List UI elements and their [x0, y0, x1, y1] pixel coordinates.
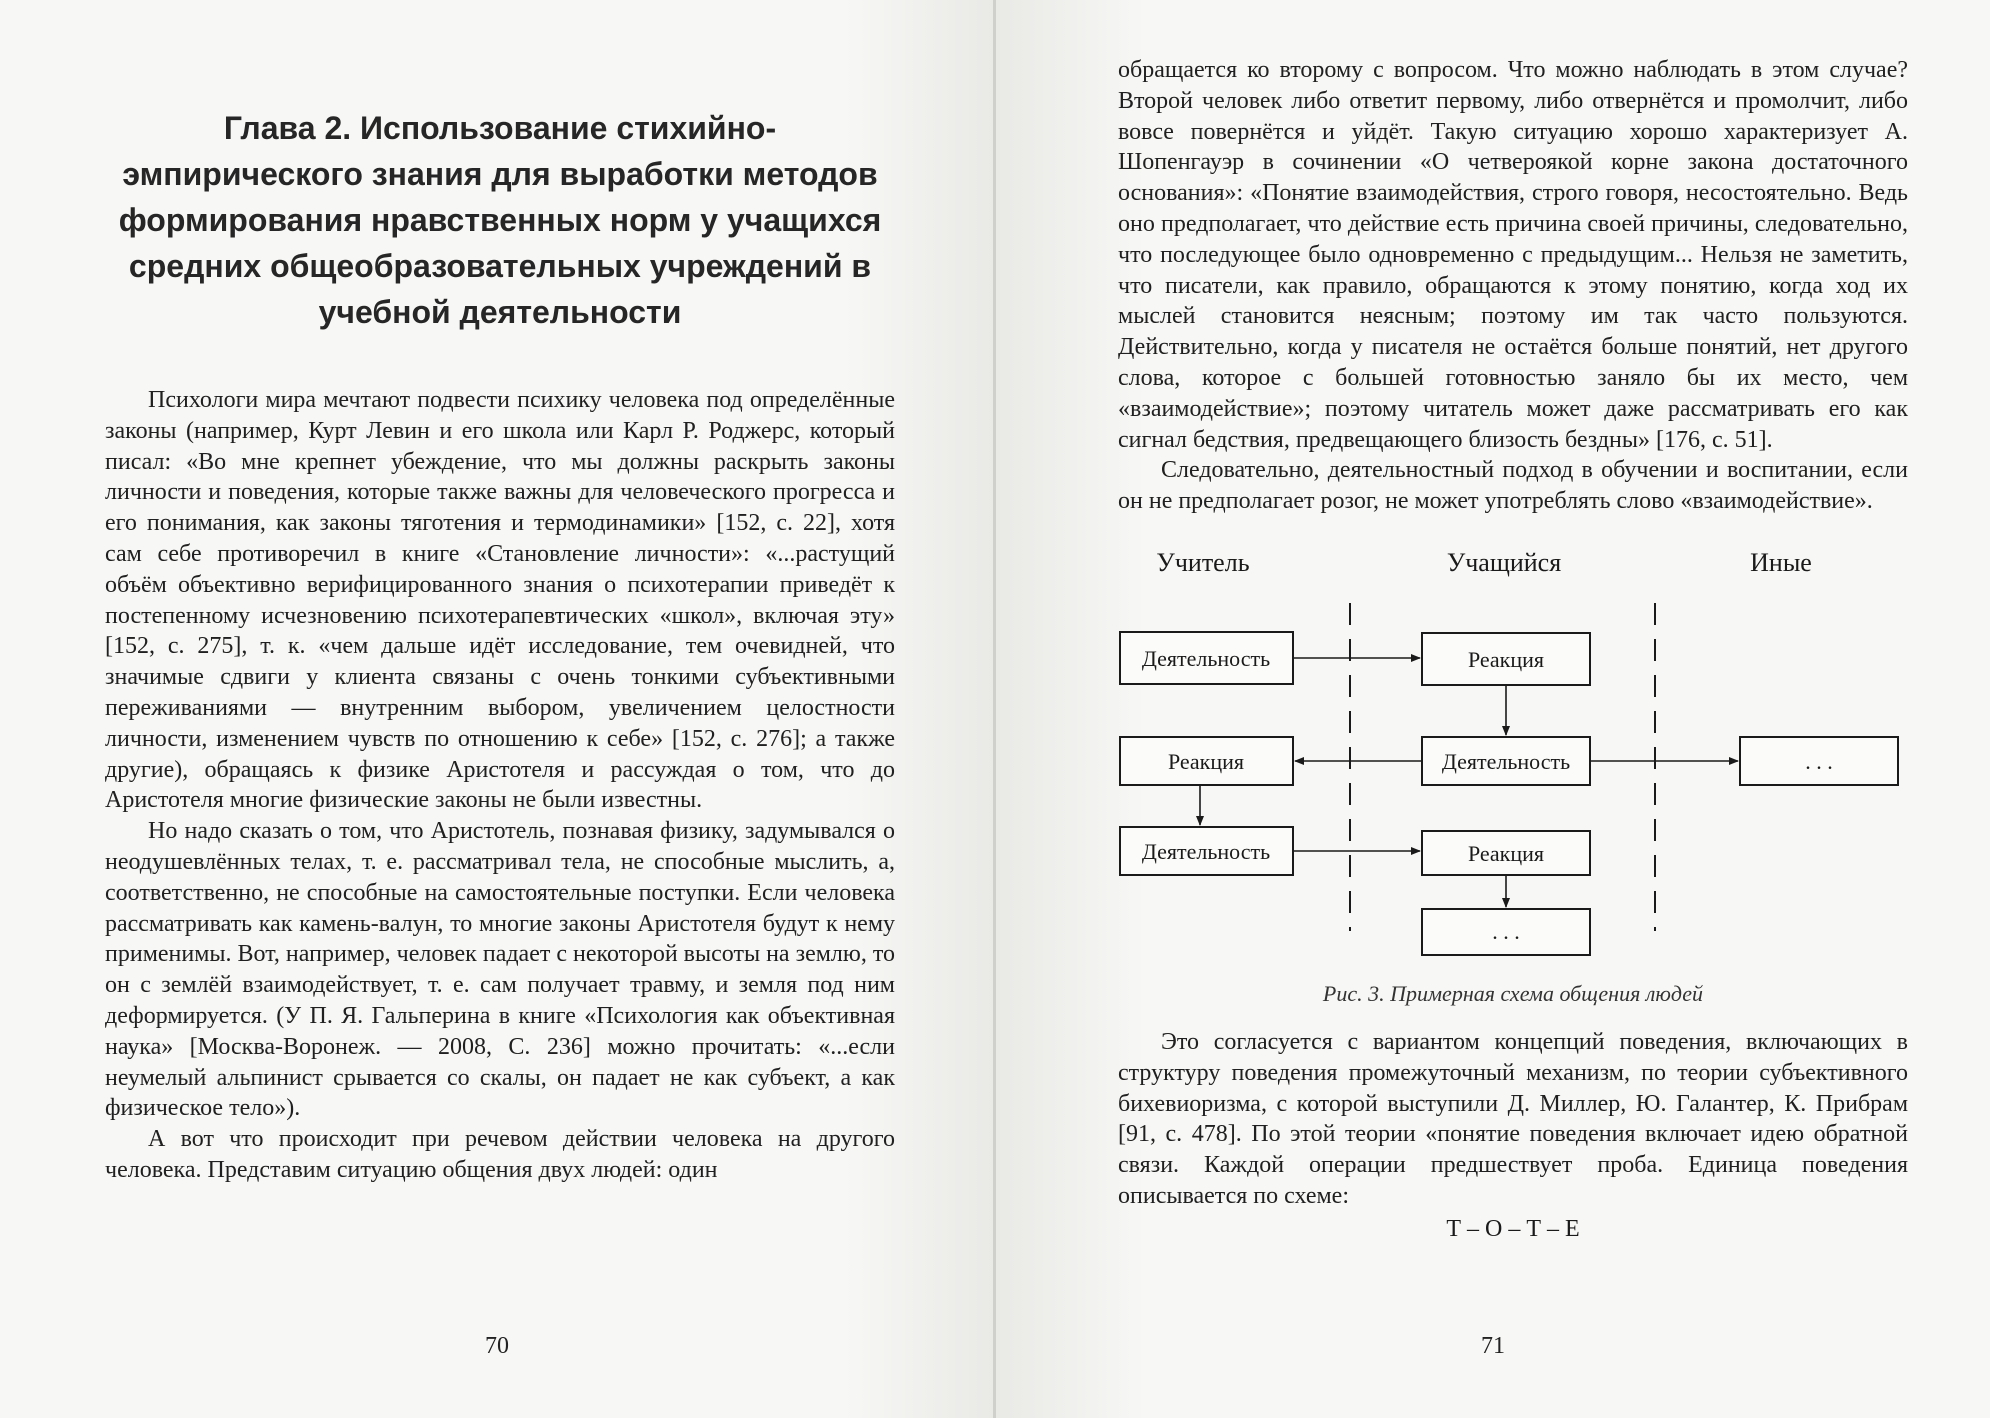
- right-page: [996, 0, 1990, 1418]
- paragraph: Это согласуется с вариантом концепций поведения, включающих в структуру поведения промежуточный механизм, по теории субъективного бихевиоризма, с которой выступили Д. Миллер, Ю. Галантер, К. Прибрам [91, с. 478]. По этой теории «понятие поведения включает идею обратной связи. Каждой операции предшествует проба. Единица поведения описывается по схеме:: [1118, 1028, 1908, 1209]
- page-number: 70: [485, 1333, 509, 1359]
- box-label: Реакция: [1467, 646, 1545, 672]
- box-label: Деятельность: [1141, 838, 1271, 864]
- paragraph: Но надо сказать о том, что Аристотель, познавая физику, задумывался о неодушевлённых телах, т. е. рассматривал тела, не способные мыслить, а, соответственно, не способные на самостоятельные поступки. Если человека рассматривать как камень-валун, то многие законы Аристотеля будут к нему применимы. Вот, например, человек падает с некоторой высоты на землю, то он с землёй взаимодействует, т. е. сам получает травму, и земля под ним деформируется. (У П. Я. Гальперина в книге «Психология как объективная наука» [Москва-Воронеж. — 2008, С. 236] можно прочитать: «...если неумелый альпинист срывается со скалы, он падает не как субъект, а как физическое тело»).: [105, 818, 895, 1122]
- right-page-content: [1118, 55, 1908, 1245]
- left-page: [0, 0, 994, 1418]
- box-label: Деятельность: [1441, 748, 1571, 774]
- box-label: . . .: [1492, 918, 1520, 944]
- column-header-student: Учащийся: [1446, 547, 1562, 577]
- page-number: 71: [1481, 1333, 1505, 1359]
- box-label: Реакция: [1467, 840, 1545, 866]
- paragraph: Психологи мира мечтают подвести психику человека под определённые законы (например, Курт Левин и его школа или Карл Р. Роджерс, который писал: «Во мне крепнет убеждение, что мы должны раскрыть законы личности и поведения, которые также важны для человеческого прогресса и его понимания, как законы тяготения и термодинамики» [152, с. 22], хотя сам себе противоречил в книге «Становление личности»: «...растущий объём объективно верифицированного знания о психотерапии приведёт к постепенному исчезновению психотерапевтических «школ», включая эту» [152, с. 275], т. к. «чем дальше идёт исследование, тем очевидней, что значимые сдвиги у клиента связаны с очень тонкими субъективными переживаниями — внутренним выбором, увеличением целостности личности, изменением чувств по отношению к себе» [152, с. 276]; а также другие), обращаясь к физике Аристотеля и рассуждая о том, что до Аристотеля многие физические законы не были известны.: [105, 387, 895, 814]
- left-page-content: [105, 105, 895, 1186]
- paragraph: обращается ко второму с вопросом. Что можно наблюдать в этом случае? Второй человек либо ответит первому, либо отвернётся и промолчит, либо вовсе повернётся и уйдёт. Такую ситуацию хорошо характеризует А. Шопенгауэр в сочинении «О четвероякой корне закона достаточного основания»: «Понятие взаимодействия, строго говоря, несостоятельно. Ведь оно предполагает, что действие есть причина своей причины, следовательно, что последующее было одновременно с предыдущим... Нельзя не заметить, что писатели, как правило, обращаются к этому понятию, когда ход их мыслей становится неясным; поэтому им так часто пользуются. Действительно, когда у писателя не остаётся больше понятий, нет другого слова, которое с большей готовностью заняло бы их место, чем «взаимодействие»; поэтому читатель может даже рассматривать его как сигнал бедствия, предвещающего близость бездны» [176, с. 51].: [1118, 57, 1908, 453]
- chapter-title: Глава 2. Использование стихийно-эмпирического знания для выработки методов формирования нравственных норм у учащихся средних общеобразовательных учреждений в учебной деятельности: [118, 110, 882, 330]
- box-label: Реакция: [1167, 748, 1245, 774]
- paragraph: А вот что происходит при речевом действии человека на другого человека. Представим ситуацию общения двух людей: один: [105, 1126, 895, 1183]
- paragraph: Следовательно, деятельностный подход в обучении и воспитании, если он не предполагает розог, не может употреблять слово «взаимодействие».: [1118, 457, 1908, 515]
- box-label: . . .: [1805, 748, 1833, 774]
- column-header-teacher: Учитель: [1156, 547, 1250, 577]
- figure-caption: Рис. 3. Примерная схема общения людей: [1322, 980, 1704, 1006]
- diagram-svg: [1118, 533, 1908, 973]
- column-header-others: Иные: [1750, 547, 1812, 577]
- box-label: Деятельность: [1141, 645, 1271, 671]
- tote-formula: Т – О – Т – Е: [1446, 1215, 1580, 1242]
- communication-diagram: [1118, 533, 1908, 973]
